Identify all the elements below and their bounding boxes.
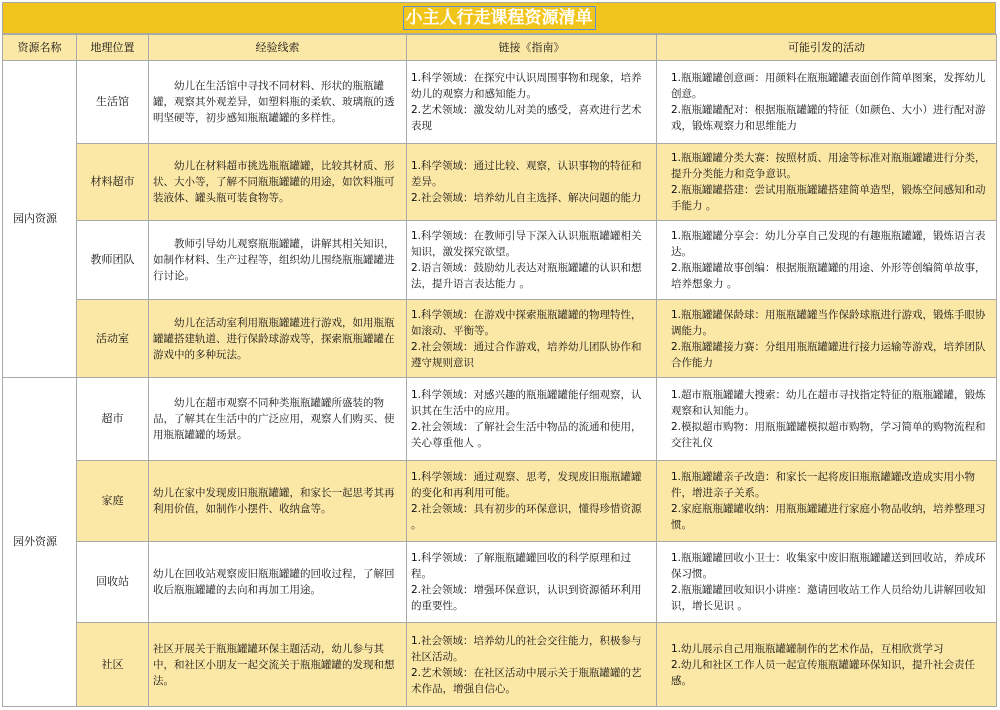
guide-line: 1.科学领域：了解瓶瓶罐罐回收的科学原理和过程。 [411, 552, 632, 580]
category-cell-inside[interactable]: 园内资源 [3, 61, 77, 378]
guide-line: 1.科学领域：在教师引导下深入认识瓶瓶罐罐相关知识，激发探究欲望。 [411, 230, 642, 258]
location-cell[interactable]: 社区 [77, 623, 149, 707]
header-resource-name[interactable]: 资源名称 [3, 35, 77, 61]
activity-cell[interactable] [657, 378, 997, 461]
activity-cell[interactable] [657, 542, 997, 623]
activity-cell[interactable] [657, 61, 997, 144]
location-cell[interactable]: 活动室 [77, 300, 149, 378]
activity-line: 2.瓶瓶罐罐回收知识小讲座：邀请回收站工作人员给幼儿讲解回收知识，增长见识 。 [671, 584, 986, 612]
activity-line: 1.幼儿展示自己用瓶瓶罐罐制作的艺术作品，互相欣赏学习 [671, 642, 944, 655]
guide-line: 1.科学领域：对感兴趣的瓶瓶罐罐能仔细观察，认识其在生活中的应用。 [411, 389, 642, 417]
experience-cell[interactable]: 幼儿在活动室利用瓶瓶罐罐进行游戏，如用瓶瓶罐罐搭建轨道、进行保龄球游戏等，探索瓶瓶罐罐在游戏中的多种玩法。 [149, 300, 407, 378]
table-row [3, 221, 997, 300]
activity-line: 1.超市瓶瓶罐罐大搜索：幼儿在超市寻找指定特征的瓶瓶罐罐，锻炼观察和认知能力。 [671, 389, 986, 417]
header-location[interactable]: 地理位置 [77, 35, 149, 61]
guide-cell[interactable] [407, 378, 657, 461]
location-cell[interactable]: 家庭 [77, 461, 149, 542]
guide-line: 1.科学领域：在探究中认识周围事物和现象，培养幼儿的观察力和感知能力。 [411, 72, 642, 100]
activity-line: 2.瓶瓶罐罐配对：根据瓶瓶罐罐的特征（如颜色、大小）进行配对游戏，锻炼观察力和思维能力 [671, 104, 986, 132]
header-guide-link[interactable]: 链接《指南》 [407, 35, 657, 61]
guide-line: 2.艺术领域：激发幼儿对美的感受，喜欢进行艺术表现 [411, 104, 642, 132]
activity-cell[interactable] [657, 300, 997, 378]
experience-cell[interactable]: 幼儿在超市观察不同种类瓶瓶罐罐所盛装的物品，了解其在生活中的广泛应用，观察人们购买、使用瓶瓶罐罐的场景。 [149, 378, 407, 461]
table-row [3, 300, 997, 378]
guide-cell[interactable] [407, 300, 657, 378]
activity-line: 2.幼儿和社区工作人员一起宣传瓶瓶罐罐环保知识，提升社会责任感。 [671, 658, 976, 687]
activity-line: 2.家庭瓶瓶罐罐收纳：用瓶瓶罐罐进行家庭小物品收纳，培养整理习惯。 [671, 503, 986, 531]
table-row [3, 461, 997, 542]
table-row [3, 144, 997, 221]
header-activities[interactable]: 可能引发的活动 [657, 35, 997, 61]
guide-line: 1.科学领域：在游戏中探索瓶瓶罐罐的物理特性，如滚动、平衡等。 [411, 308, 642, 337]
experience-cell[interactable]: 社区开展关于瓶瓶罐罐环保主题活动，幼儿参与其中，和社区小朋友一起交流关于瓶瓶罐罐的发现和想法。 [149, 623, 407, 707]
experience-cell[interactable]: 幼儿在生活馆中寻找不同材料、形状的瓶瓶罐罐，观察其外观差异，如塑料瓶的柔软、玻璃瓶的透明坚硬等，初步感知瓶瓶罐罐的多样性。 [149, 61, 407, 144]
resource-sheet [2, 2, 996, 706]
header-experience[interactable]: 经验线索 [149, 35, 407, 61]
location-cell[interactable]: 生活馆 [77, 61, 149, 144]
guide-line: 2.语言领域：鼓励幼儿表达对瓶瓶罐罐的认识和想法，提升语言表达能力 。 [411, 262, 642, 290]
guide-line: 1.社会领域：培养幼儿的社会交往能力，积极参与社区活动。 [411, 634, 642, 663]
activity-cell[interactable] [657, 221, 997, 300]
location-cell[interactable]: 材料超市 [77, 144, 149, 221]
activity-line: 2.瓶瓶罐罐故事创编：根据瓶瓶罐罐的用途、外形等创编简单故事，培养想象力 。 [671, 262, 986, 290]
title-bar [2, 2, 996, 34]
guide-cell[interactable] [407, 623, 657, 707]
page-title[interactable]: 小主人行走课程资源清单 [403, 6, 596, 30]
activity-cell[interactable] [657, 461, 997, 542]
category-cell-outside[interactable]: 园外资源 [3, 378, 77, 707]
table-row [3, 542, 997, 623]
activity-line: 1.瓶瓶罐罐亲子改造：和家长一起将废旧瓶瓶罐罐改造成实用小物件，增进亲子关系。 [671, 471, 976, 499]
table-row [3, 623, 997, 707]
header-row [3, 35, 997, 61]
resource-table [2, 34, 997, 707]
guide-cell[interactable] [407, 144, 657, 221]
guide-line: 2.社会领域：培养幼儿自主选择、解决问题的能力 [411, 192, 642, 204]
location-cell[interactable]: 教师团队 [77, 221, 149, 300]
activity-line: 1.瓶瓶罐罐回收小卫士：收集家中废旧瓶瓶罐罐送到回收站，养成环保习惯。 [671, 552, 986, 580]
experience-cell[interactable]: 幼儿在材料超市挑选瓶瓶罐罐，比较其材质、形状、大小等，了解不同瓶瓶罐罐的用途，如饮料瓶可装液体、罐头瓶可装食物等。 [149, 144, 407, 221]
table-row [3, 378, 997, 461]
activity-cell[interactable] [657, 623, 997, 707]
guide-line: 2.艺术领域：在社区活动中展示关于瓶瓶罐罐的艺术作品，增强自信心。 [411, 666, 642, 695]
location-cell[interactable]: 回收站 [77, 542, 149, 623]
guide-cell[interactable] [407, 61, 657, 144]
guide-line: 2.社会领域：增强环保意识，认识到资源循环利用的重要性。 [411, 584, 642, 612]
activity-line: 2.模拟超市购物：用瓶瓶罐罐模拟超市购物，学习简单的购物流程和交往礼仪 [671, 421, 986, 449]
activity-line: 2.瓶瓶罐罐搭建：尝试用瓶瓶罐罐搭建简单造型，锻炼空间感知和动手能力 。 [671, 184, 986, 212]
guide-line: 2.社会领域：了解社会生活中物品的流通和使用，关心尊重他人 。 [411, 421, 642, 449]
location-cell[interactable]: 超市 [77, 378, 149, 461]
activity-cell[interactable] [657, 144, 997, 221]
activity-line: 1.瓶瓶罐罐分享会：幼儿分享自己发现的有趣瓶瓶罐罐，锻炼语言表达。 [671, 230, 986, 258]
guide-line: 2.社会领域：通过合作游戏，培养幼儿团队协作和遵守规则意识 [411, 340, 642, 369]
experience-cell[interactable]: 幼儿在家中发现废旧瓶瓶罐罐，和家长一起思考其再利用价值，如制作小摆件、收纳盒等。 [149, 461, 407, 542]
guide-line: 1.科学领域：通过观察、思考，发现废旧瓶瓶罐罐的变化和再利用可能。 [411, 471, 642, 499]
experience-cell[interactable]: 教师引导幼儿观察瓶瓶罐罐，讲解其相关知识，如制作材料、生产过程等，组织幼儿围绕瓶瓶罐罐进行讨论。 [149, 221, 407, 300]
guide-cell[interactable] [407, 461, 657, 542]
activity-line: 2.瓶瓶罐罐接力赛：分组用瓶瓶罐罐进行接力运输等游戏，培养团队合作能力 [671, 340, 986, 369]
guide-line: 1.科学领域：通过比较、观察，认识事物的特征和差异。 [411, 160, 642, 188]
activity-line: 1.瓶瓶罐罐分类大赛：按照材质、用途等标准对瓶瓶罐罐进行分类，提升分类能力和竞争意识。 [671, 152, 986, 180]
guide-line: 2.社会领域：具有初步的环保意识，懂得珍惜资源 。 [411, 503, 642, 531]
guide-cell[interactable] [407, 542, 657, 623]
table-row [3, 61, 997, 144]
guide-cell[interactable] [407, 221, 657, 300]
activity-line: 1.瓶瓶罐罐保龄球：用瓶瓶罐罐当作保龄球瓶进行游戏，锻炼手眼协调能力。 [671, 308, 986, 337]
experience-cell[interactable]: 幼儿在回收站观察废旧瓶瓶罐罐的回收过程，了解回收后瓶瓶罐罐的去向和再加工用途。 [149, 542, 407, 623]
activity-line: 1.瓶瓶罐罐创意画：用颜料在瓶瓶罐罐表面创作简单图案，发挥幼儿创意。 [671, 72, 986, 100]
